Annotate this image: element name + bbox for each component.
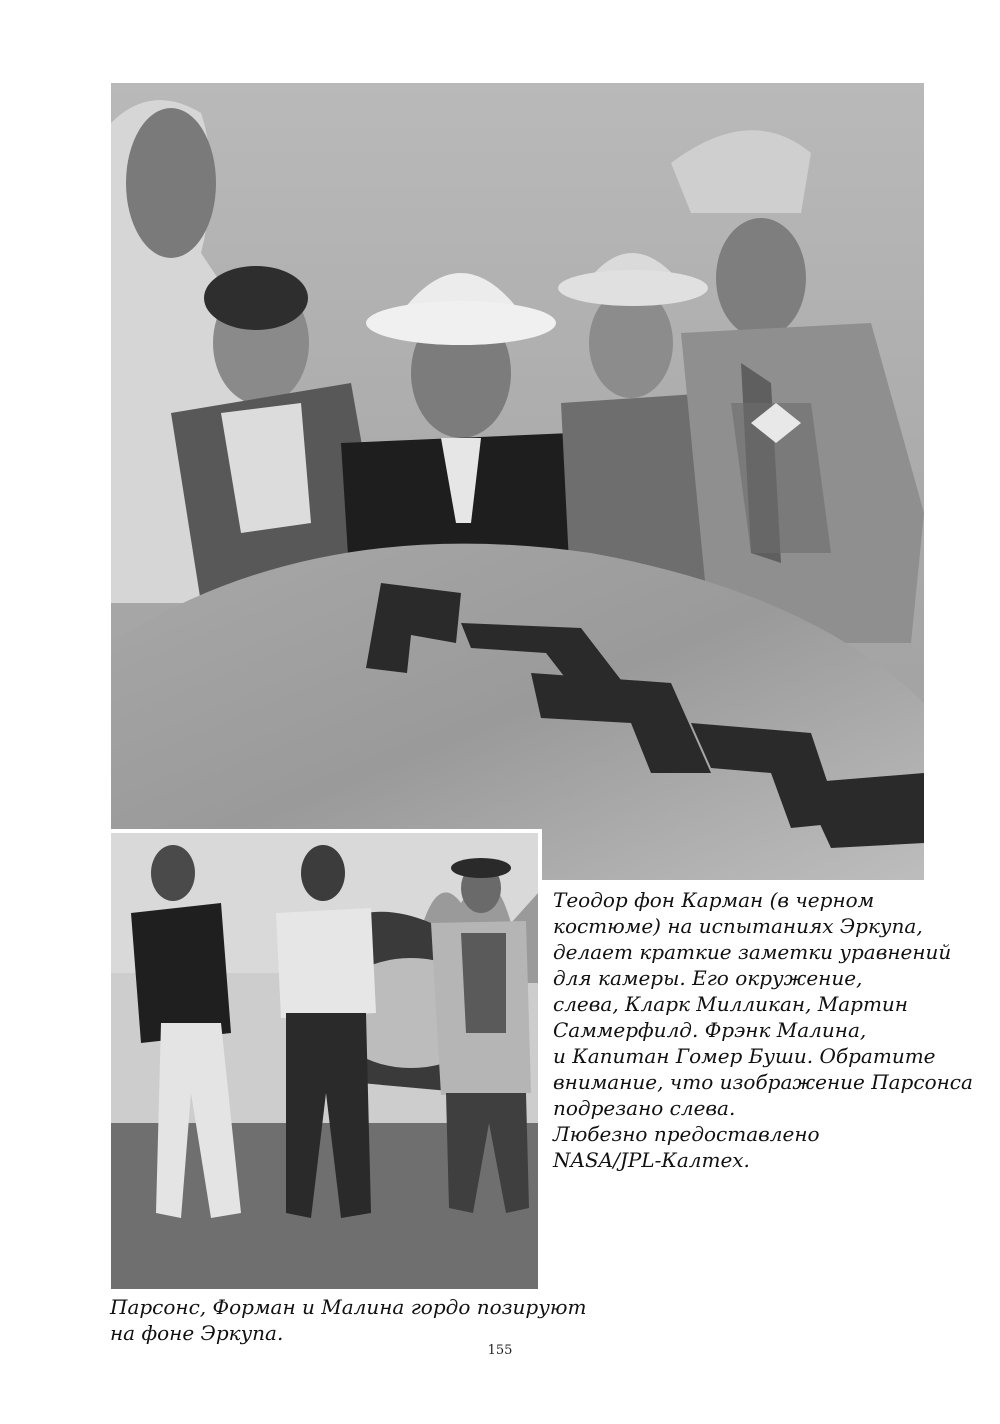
page-number: 155 [487,1343,513,1358]
caption-line: костюме) на испытаниях Эркупа, [553,914,923,938]
caption-line: и Капитан Гомер Буши. Обратите [553,1044,936,1068]
caption-line: для камеры. Его окружение, [553,966,863,990]
main-photograph-art [111,83,924,880]
inset-photograph-art [111,833,538,1289]
caption-line: на фоне Эркупа. [110,1321,284,1345]
caption-line: подрезано слева. [553,1096,736,1120]
caption-line: NASA/JPL-Калтех. [553,1148,750,1172]
caption-line: Теодор фон Карман (в черном [553,888,875,912]
caption-line: Любезно предоставлено [553,1122,820,1146]
caption-line: Парсонс, Форман и Малина гордо позируют [110,1295,587,1319]
caption-line: слева, Кларк Милликан, Мартин [553,992,908,1016]
caption-line: делает краткие заметки уравнений [553,940,952,964]
caption-line: Саммерфилд. Фрэнк Малина, [553,1018,867,1042]
main-photograph [111,83,924,880]
caption-line: внимание, что изображение Парсонса [553,1070,973,1094]
inset-photograph [111,833,538,1289]
main-photo-caption [553,887,973,1173]
inset-photo-caption [110,1294,587,1346]
